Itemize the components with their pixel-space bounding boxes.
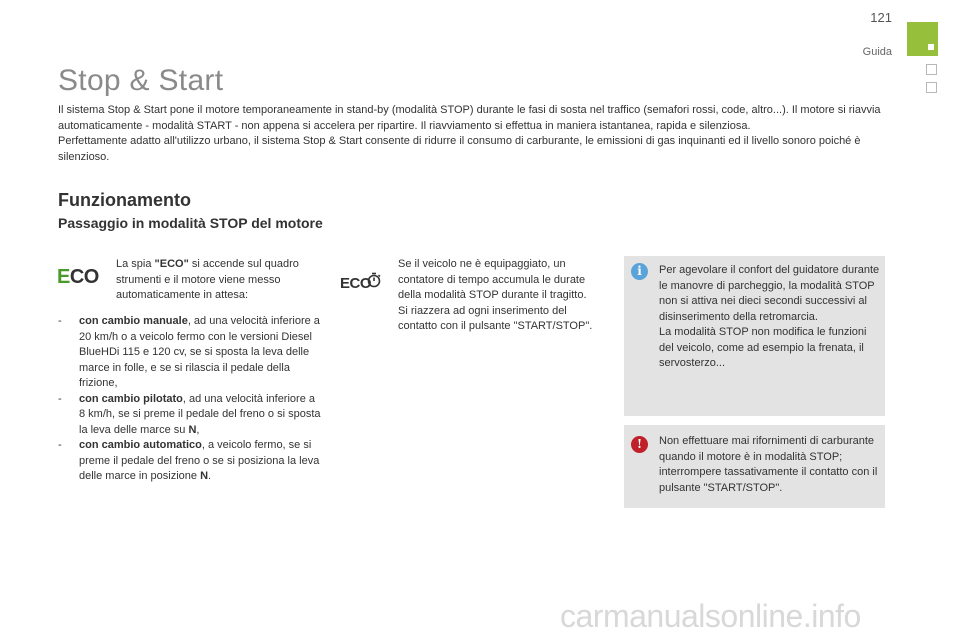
section-label: Guida bbox=[862, 46, 892, 58]
timer-text: Se il veicolo ne è equipaggiato, un contatore di tempo accumula le durate della modalità STOP durante il tragitto. Si riazzera ad ogni inserimento del contatto con il pulsante "START/STOP". bbox=[398, 258, 593, 332]
chapter-tab-empty[interactable] bbox=[926, 64, 937, 75]
watermark: carmanualsonline.info bbox=[560, 598, 861, 634]
section-heading: Funzionamento bbox=[58, 190, 191, 210]
info-box-text: Per agevolare il confort del guidatore durante le manovre di parcheggio, la modalità STOP non si attiva nei dieci secondi successivi al disinserimento della retromarcia. La modalità STOP non modifica le funzioni del veicolo, come ad esempio la frenata, il servosterzo... bbox=[659, 264, 880, 369]
intro-paragraph: Perfettamente adatto all'utilizzo urbano, il sistema Stop & Start consente di ridurre il consumo di carburante, le emissioni di gas inquinanti ed il livello sonoro poiché è silenzioso. bbox=[58, 135, 861, 163]
list-item: - con cambio automatico, a veicolo fermo, se si preme il pedale del freno o se si posiziona la leva delle marce in posizione N. bbox=[58, 439, 320, 482]
intro-paragraph: Il sistema Stop & Start pone il motore temporaneamente in stand-by (modalità STOP) durante le fasi di sosta nel traffico (semafori rossi, code, altro...). Il motore si riavvia automaticamente - modalità START - non appena si accelera per ripartire. Il riavviamento si effettua in maniera istantanea, rapida e silenziosa. bbox=[58, 104, 881, 132]
info-icon: i bbox=[631, 263, 648, 280]
page-number: 121 bbox=[870, 10, 892, 25]
intro-text bbox=[58, 103, 888, 165]
chapter-tab-active[interactable] bbox=[907, 22, 938, 56]
list-item: - con cambio pilotato, ad una velocità inferiore a 8 km/h, se si preme il pedale del freno o si sposta la leva delle marce su N, bbox=[58, 392, 321, 436]
warning-box-text: Non effettuare mai rifornimenti di carburante quando il motore è in modalità STOP; interrompere tassativamente il contatto con il pulsante "START/STOP". bbox=[659, 435, 878, 494]
gearbox-list bbox=[58, 314, 324, 485]
chapter-tab-empty[interactable] bbox=[926, 82, 937, 93]
page-title: Stop & Start bbox=[58, 64, 224, 97]
warning-icon: ! bbox=[631, 436, 648, 453]
eco-indicator-icon: ECO bbox=[57, 266, 99, 288]
list-item: - con cambio manuale, ad una velocità inferiore a 20 km/h o a veicolo fermo con le versioni Diesel BlueHDi 115 e 120 cv, se si sposta la leva delle marce in folle, e se si rilascia il pedale della frizione, bbox=[58, 315, 320, 389]
chapter-tab-marker-icon bbox=[928, 44, 934, 50]
eco-timer-icon: ECO bbox=[340, 275, 372, 292]
eco-lead-text: La spia "ECO" si accende sul quadro strumenti e il motore viene messo automaticamente in attesa: bbox=[116, 258, 299, 301]
section-subheading: Passaggio in modalità STOP del motore bbox=[58, 215, 323, 231]
timer-slash-icon bbox=[366, 272, 382, 288]
